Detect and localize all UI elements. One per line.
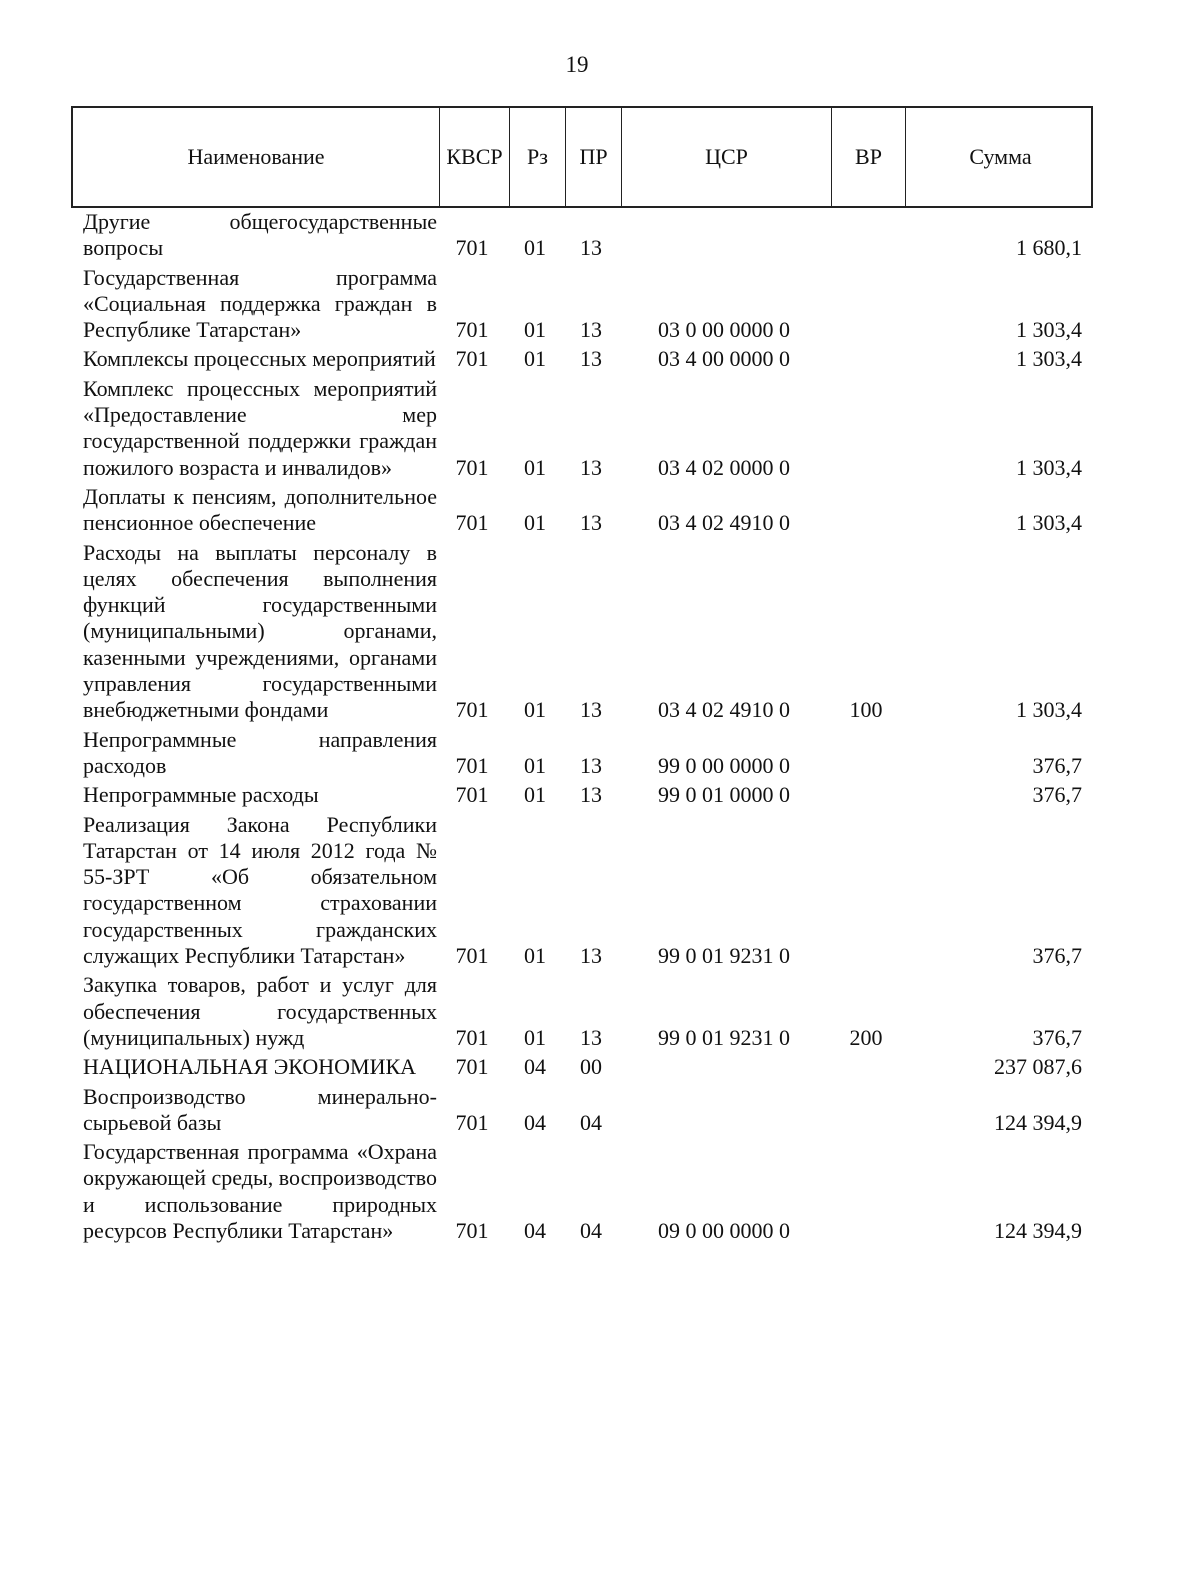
column-header-sum: Сумма: [905, 108, 1095, 206]
cell-csr: 03 4 02 0000 0: [658, 454, 790, 480]
table-row: [71, 376, 1093, 481]
cell-kvsr: 701: [455, 510, 489, 536]
cell-csr: 03 0 00 0000 0: [658, 317, 790, 343]
cell-vr: 100: [849, 697, 883, 723]
table-row: [71, 1139, 1093, 1244]
cell-pr: 04: [580, 1109, 602, 1135]
cell-kvsr: 701: [455, 752, 489, 778]
cell-sum: 1 303,4: [1016, 346, 1082, 372]
cell-kvsr: 701: [455, 943, 489, 969]
cell-rz: 04: [524, 1109, 546, 1135]
cell-pr: 00: [580, 1054, 602, 1080]
cell-pr: 13: [580, 697, 602, 723]
cell-pr: 13: [580, 346, 602, 372]
cell-kvsr: 701: [455, 235, 489, 261]
cell-name: Реализация Закона Республики Татарстан от 14 июля 2012 года № 55-ЗРТ «Об обязательном государственном страховании государственных гражданских служащих Республики Татарстан»: [83, 811, 437, 969]
cell-sum: 1 303,4: [1016, 697, 1082, 723]
cell-rz: 01: [524, 510, 546, 536]
cell-rz: 01: [524, 1024, 546, 1050]
cell-kvsr: 701: [455, 1024, 489, 1050]
cell-sum: 376,7: [1032, 943, 1082, 969]
cell-kvsr: 701: [455, 1217, 489, 1243]
cell-rz: 01: [524, 752, 546, 778]
column-header-csr: ЦСР: [621, 108, 831, 206]
cell-sum: 376,7: [1032, 1024, 1082, 1050]
cell-sum: 1 303,4: [1016, 317, 1082, 343]
cell-csr: 99 0 01 9231 0: [658, 943, 790, 969]
cell-pr: 04: [580, 1217, 602, 1243]
cell-name: Комплекс процессных мероприятий «Предоставление мер государственной поддержки граждан пожилого возраста и инвалидов»: [83, 375, 437, 480]
cell-name: Воспроизводство минерально-сырьевой базы: [83, 1083, 437, 1135]
cell-sum: 124 394,9: [994, 1109, 1082, 1135]
cell-rz: 01: [524, 697, 546, 723]
cell-name: Доплаты к пенсиям, дополнительное пенсионное обеспечение: [83, 483, 437, 536]
cell-csr: 99 0 01 0000 0: [658, 782, 790, 808]
table-header: [71, 106, 1093, 208]
cell-rz: 04: [524, 1054, 546, 1080]
cell-sum: 124 394,9: [994, 1217, 1082, 1243]
cell-csr: 09 0 00 0000 0: [658, 1217, 790, 1243]
column-header-kvsr: КВСР: [439, 108, 509, 206]
cell-rz: 01: [524, 943, 546, 969]
column-header-rz: Рз: [509, 108, 565, 206]
table-row: [71, 265, 1093, 344]
cell-sum: 1 680,1: [1016, 235, 1082, 261]
cell-vr: 200: [849, 1024, 883, 1050]
cell-name: НАЦИОНАЛЬНАЯ ЭКОНОМИКА: [83, 1054, 417, 1080]
cell-csr: 99 0 00 0000 0: [658, 752, 790, 778]
table-row: [71, 727, 1093, 780]
cell-pr: 13: [580, 752, 602, 778]
table-row: [71, 484, 1093, 537]
table-row: [71, 1054, 1093, 1080]
cell-pr: 13: [580, 317, 602, 343]
cell-sum: 376,7: [1032, 752, 1082, 778]
cell-kvsr: 701: [455, 1109, 489, 1135]
cell-pr: 13: [580, 510, 602, 536]
table-row: [71, 972, 1093, 1051]
cell-kvsr: 701: [455, 1054, 489, 1080]
cell-name: Государственная программа «Охрана окружающей среды, воспроизводство и использование природных ресурсов Республики Татарстан»: [83, 1139, 437, 1243]
cell-kvsr: 701: [455, 454, 489, 480]
cell-rz: 04: [524, 1217, 546, 1243]
column-header-name: Наименование: [187, 144, 325, 169]
cell-csr: 99 0 01 9231 0: [658, 1024, 790, 1050]
cell-pr: 13: [580, 235, 602, 261]
cell-rz: 01: [524, 782, 546, 808]
cell-rz: 01: [524, 454, 546, 480]
table-row: [71, 540, 1093, 724]
table-row: [71, 782, 1093, 808]
column-header-vr: ВР: [831, 108, 905, 206]
cell-name: Комплексы процессных мероприятий: [83, 346, 436, 372]
cell-csr: 03 4 00 0000 0: [658, 346, 790, 372]
cell-name: Закупка товаров, работ и услуг для обеспечения государственных (муниципальных) нужд: [83, 972, 437, 1050]
cell-name: Другие общегосударственные вопросы: [83, 209, 437, 261]
cell-name: Непрограммные расходы: [83, 782, 319, 808]
cell-pr: 13: [580, 454, 602, 480]
cell-name: Расходы на выплаты персоналу в целях обеспечения выполнения функций государственными (муниципальными) органами, казенными учреждениями, органами управления государственными внебюджетными фондами: [83, 539, 437, 723]
cell-sum: 1 303,4: [1016, 510, 1082, 536]
column-header-pr: ПР: [565, 108, 621, 206]
cell-sum: 1 303,4: [1016, 454, 1082, 480]
page-number: 19: [565, 52, 589, 77]
cell-kvsr: 701: [455, 697, 489, 723]
cell-name: Государственная программа «Социальная поддержка граждан в Республике Татарстан»: [83, 264, 437, 343]
table-row: [71, 812, 1093, 970]
cell-name: Непрограммные направления расходов: [83, 726, 437, 778]
cell-kvsr: 701: [455, 346, 489, 372]
cell-rz: 01: [524, 346, 546, 372]
table-body: [71, 209, 1093, 1244]
table-row: [71, 1084, 1093, 1137]
cell-sum: 376,7: [1032, 782, 1082, 808]
table-row: [71, 209, 1093, 262]
cell-rz: 01: [524, 235, 546, 261]
cell-csr: 03 4 02 4910 0: [658, 697, 790, 723]
cell-pr: 13: [580, 782, 602, 808]
cell-kvsr: 701: [455, 782, 489, 808]
cell-csr: 03 4 02 4910 0: [658, 510, 790, 536]
cell-pr: 13: [580, 1024, 602, 1050]
cell-pr: 13: [580, 943, 602, 969]
cell-sum: 237 087,6: [994, 1054, 1082, 1080]
cell-rz: 01: [524, 317, 546, 343]
cell-kvsr: 701: [455, 317, 489, 343]
table-row: [71, 346, 1093, 372]
